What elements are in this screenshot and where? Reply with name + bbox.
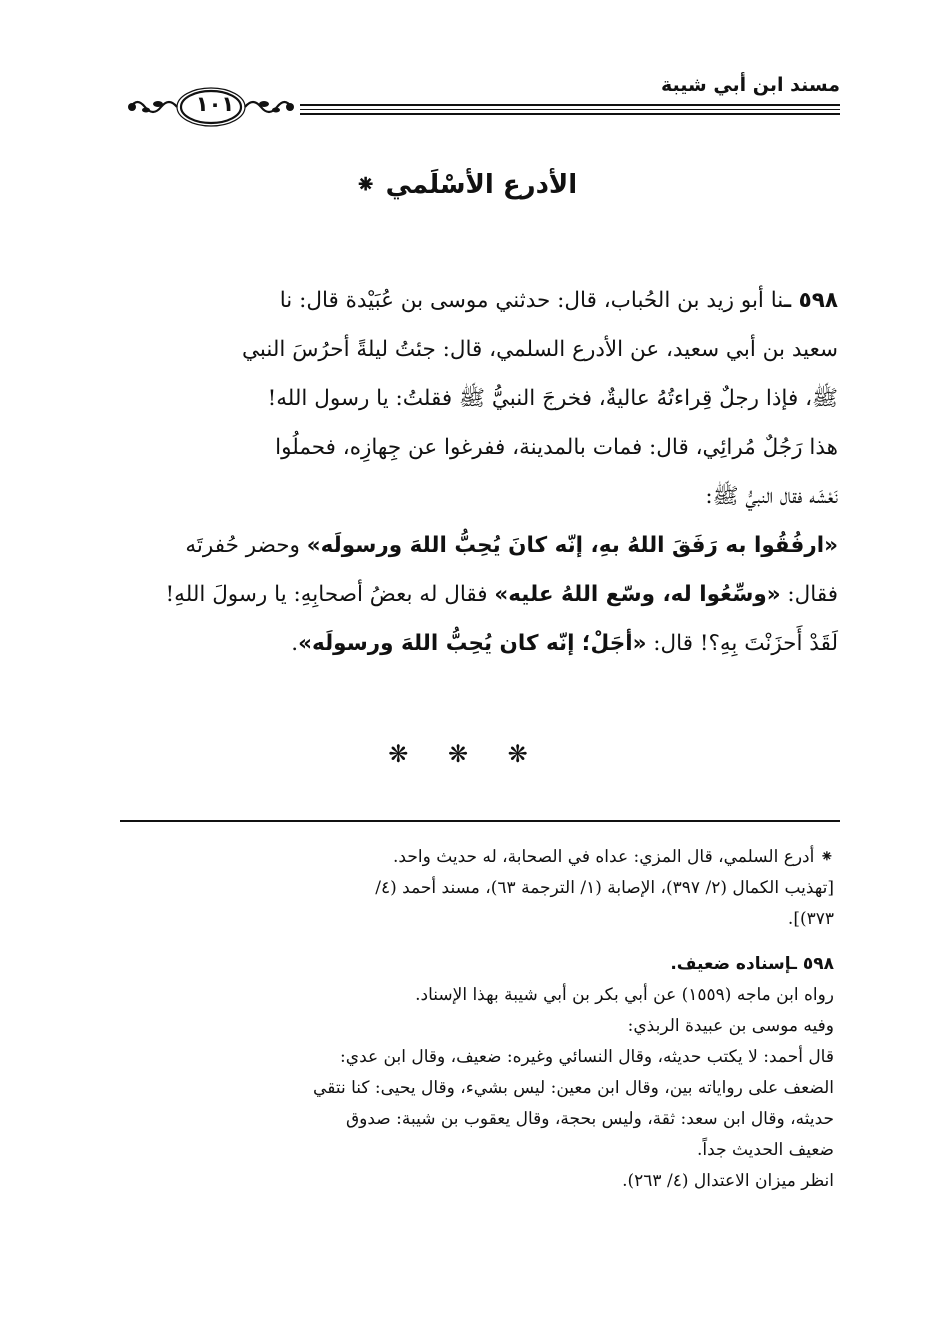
references-line: [تهذيب الكمال (٢/ ٣٩٧)، الإصابة (١/ الترجمة ٦٣)، مسند أحمد (٤/ bbox=[375, 878, 834, 898]
grading-line: ٥٩٨ ـإسناده ضعيف. bbox=[670, 954, 834, 974]
hadith-text bbox=[108, 276, 838, 668]
footnote-line: رواه ابن ماجه (١٥٥٩) عن أبي بكر بن أبي شيبة بهذا الإسناد. bbox=[415, 985, 834, 1005]
hadith-line-2: سعيد بن أبي سعيد، عن الأدرع السلمي، قال: جئتُ ليلةً أحرُسَ النبي bbox=[241, 337, 838, 362]
hadith-line-5: نَعْشَه فقال النبيُّ ﷺ: bbox=[705, 484, 838, 509]
footnote-line: ضعيف الحديث جداً. bbox=[697, 1140, 834, 1160]
header-rule bbox=[300, 104, 840, 122]
prophetic-quote: «وسِّعُوا له، وسّع اللهُ عليه» bbox=[494, 582, 781, 607]
hadith-line-6: «ارفُقُوا به رَفَقَ اللهُ بهِ، إنّه كانَ يُحِبُّ اللهَ ورسولَه» وحضر حُفرتَه bbox=[185, 533, 838, 558]
footnotes bbox=[118, 842, 834, 1197]
hadith-line-8: لَقَدْ أَحزَنْتَ بِهِ؟! قال: «أجَلْ؛ إنّه كان يُحِبُّ اللهَ ورسولَه». bbox=[291, 631, 838, 656]
references-line: ٣٧٣)]. bbox=[787, 909, 834, 929]
prophetic-quote: «أجَلْ؛ إنّه كان يُحِبُّ اللهَ ورسولَه» bbox=[298, 631, 647, 656]
section-separator: ❋ ❋ ❋ bbox=[388, 740, 544, 768]
footnote-line: وفيه موسى بن عبيدة الربذي: bbox=[627, 1016, 834, 1036]
section-title: الأدرع الأسْلَمي ⁕ bbox=[354, 170, 578, 200]
grading: إسناده ضعيف. bbox=[670, 954, 792, 974]
footnote-line: قال أحمد: لا يكتب حديثه، وقال النسائي وغيره: ضعيف، وقال ابن عدي: bbox=[340, 1047, 834, 1067]
hadith-line-7: فقال: «وسِّعُوا له، وسّع اللهُ عليه» فقال له بعضُ أصحابِهِ: يا رسولَ اللهِ! bbox=[165, 582, 838, 607]
footnote-line: الضعف على رواياته بين، وقال ابن معين: ليس بشيء، وقال يحيى: كنا نتقي bbox=[313, 1078, 834, 1098]
running-title: مسند ابن أبي شيبة bbox=[660, 74, 840, 96]
footnote-line: حديثه، وقال ابن سعد: ثقة، وليس بحجة، وقال يعقوب بن شيبة: صدوق bbox=[345, 1109, 834, 1129]
footnote-line: انظر ميزان الاعتدال (٤/ ٢٦٣). bbox=[622, 1171, 834, 1191]
prophetic-quote: «ارفُقُوا به رَفَقَ اللهُ بهِ، إنّه كانَ يُحِبُّ اللهَ ورسولَه» bbox=[306, 533, 838, 558]
hadith-line-3: ﷺ، فإذا رجلٌ قِراءتُهُ عاليةٌ، فخرجَ النبيُّ ﷺ فقلتُ: يا رسول الله! bbox=[267, 386, 838, 411]
hadith-number: ٥٩٨ ـ bbox=[783, 288, 838, 313]
hadith-line-1: ٥٩٨ ـنا أبو زيد بن الحُباب، قال: حدثني موسى بن عُبَيْدة قال: نا bbox=[279, 288, 838, 313]
companion-footnote: ⁕ أدرع السلمي، قال المزي: عداه في الصحابة، له حديث واحد. bbox=[393, 847, 834, 867]
hadith-line-4: هذا رَجُلٌ مُرائِي، قال: فمات بالمدينة، ففرغوا عن جِهازِه، فحملُوا bbox=[275, 435, 838, 460]
page-number: ١٠١ bbox=[195, 92, 235, 116]
footnote-divider bbox=[120, 820, 840, 822]
